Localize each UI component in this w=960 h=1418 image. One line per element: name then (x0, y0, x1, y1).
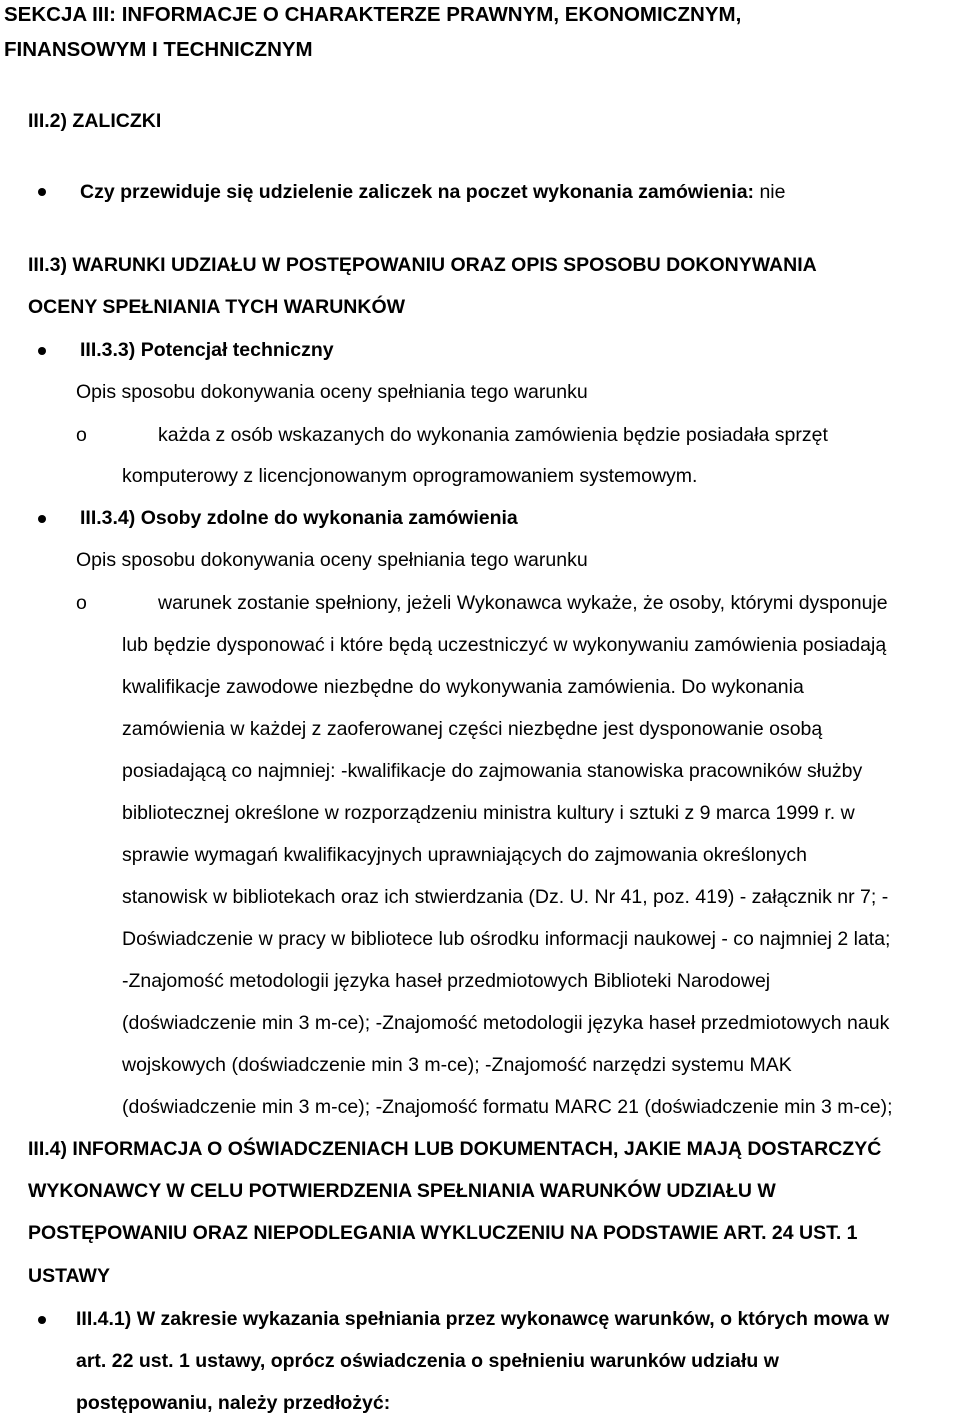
item-3-3-3-title: III.3.3) Potencjał techniczny (80, 339, 334, 361)
item-3-3-4-line: lub będzie dysponować i które będą uczestniczyć w wykonywaniu zamówienia posiadają (122, 634, 887, 656)
heading-3-2: III.2) ZALICZKI (28, 110, 162, 132)
heading-3-3-line-1: III.3) WARUNKI UDZIAŁU W POSTĘPOWANIU ORAZ OPIS SPOSOBU DOKONYWANIA (28, 254, 817, 276)
section-title-line-2: FINANSOWYM I TECHNICZNYM (4, 38, 313, 61)
item-3-3-4-line: wojskowych (doświadczenie min 3 m-ce); -Znajomość narzędzi systemu MAK (122, 1054, 792, 1076)
bullet-icon (38, 188, 46, 196)
item-3-3-4-line: (doświadczenie min 3 m-ce); -Znajomość metodologii języka haseł przedmiotowych nauk (122, 1012, 890, 1034)
bullet-icon (38, 1316, 46, 1324)
advance-question-label: Czy przewiduje się udzielenie zaliczek na poczet wykonania zamówienia: (80, 181, 755, 203)
advance-question-answer: nie (754, 181, 786, 203)
item-3-3-4-line: zamówienia w każdej z zaoferowanej części niezbędne jest dysponowanie osobą (122, 718, 823, 740)
item-3-3-4-desc-label: Opis sposobu dokonywania oceny spełniania tego warunku (76, 549, 588, 571)
item-3-3-4-line: -Znajomość metodologii języka haseł przedmiotowych Biblioteki Narodowej (122, 970, 771, 992)
heading-3-3-line-2: OCENY SPEŁNIANIA TYCH WARUNKÓW (28, 296, 406, 318)
item-3-3-3-line-1: każda z osób wskazanych do wykonania zamówienia będzie posiadała sprzęt (158, 424, 828, 446)
bullet-icon (38, 347, 46, 355)
advance-question (80, 183, 786, 203)
item-3-3-4-line: stanowisk w bibliotekach oraz ich stwierdzania (Dz. U. Nr 41, poz. 419) - załącznik nr 7; - (122, 886, 889, 908)
item-3-3-4-title: III.3.4) Osoby zdolne do wykonania zamówienia (80, 507, 518, 529)
item-3-3-4-line: (doświadczenie min 3 m-ce); -Znajomość formatu MARC 21 (doświadczenie min 3 m-ce); (122, 1096, 893, 1118)
circle-bullet-icon: o (76, 424, 87, 446)
item-3-3-4-line: sprawie wymagań kwalifikacyjnych uprawniających do zajmowania określonych (122, 844, 807, 866)
item-3-3-4-line: posiadającą co najmniej: -kwalifikacje do zajmowania stanowiska pracowników służby (122, 760, 863, 782)
item-3-4-1-line: III.4.1) W zakresie wykazania spełniania przez wykonawcę warunków, o których mowa w (76, 1308, 890, 1330)
circle-bullet-icon: o (76, 592, 87, 614)
item-3-4-1-line: art. 22 ust. 1 ustawy, oprócz oświadczenia o spełnieniu warunków udziału w (76, 1350, 779, 1372)
bullet-icon (38, 515, 46, 523)
item-3-3-4-line: kwalifikacje zawodowe niezbędne do wykonywania zamówienia. Do wykonania (122, 676, 804, 698)
section-title-line-1: SEKCJA III: INFORMACJE O CHARAKTERZE PRAWNYM, EKONOMICZNYM, (4, 3, 742, 26)
heading-3-4-line: USTAWY (28, 1265, 110, 1287)
item-3-3-4-line: bibliotecznej określone w rozporządzeniu ministra kultury i sztuki z 9 marca 1999 r. w (122, 802, 855, 824)
heading-3-4-line: POSTĘPOWANIU ORAZ NIEPODLEGANIA WYKLUCZENIU NA PODSTAWIE ART. 24 UST. 1 (28, 1222, 858, 1244)
item-3-3-3-line-2: komputerowy z licencjonowanym oprogramowaniem systemowym. (122, 465, 698, 487)
heading-3-4-line: WYKONAWCY W CELU POTWIERDZENIA SPEŁNIANIA WARUNKÓW UDZIAŁU W (28, 1180, 776, 1202)
item-3-3-4-line: Doświadczenie w pracy w bibliotece lub ośrodku informacji naukowej - co najmniej 2 lata; (122, 928, 891, 950)
heading-3-4-line: III.4) INFORMACJA O OŚWIADCZENIACH LUB DOKUMENTACH, JAKIE MAJĄ DOSTARCZYĆ (28, 1138, 882, 1160)
item-3-3-4-line: warunek zostanie spełniony, jeżeli Wykonawca wykaże, że osoby, którymi dysponuje (158, 592, 888, 614)
item-3-4-1-line: postępowaniu, należy przedłożyć: (76, 1392, 391, 1414)
item-3-3-3-desc-label: Opis sposobu dokonywania oceny spełniania tego warunku (76, 381, 588, 403)
